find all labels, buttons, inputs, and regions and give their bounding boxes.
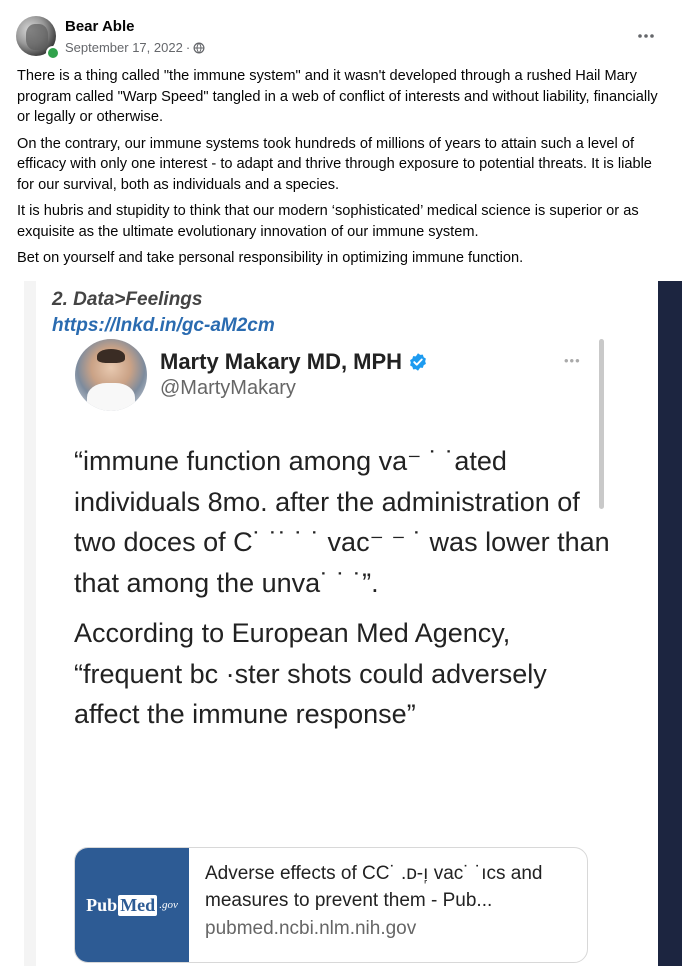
logo-pub: Pub <box>86 894 118 915</box>
tweet-more-icon: ••• <box>564 353 581 368</box>
tweet-avatar <box>75 339 147 411</box>
post-paragraph: It is hubris and stupidity to think that our modern ‘sophisticated’ medical science is superior or as exquisite as the ultimate evolutionary innovation of our immune system. <box>17 203 639 240</box>
post-image[interactable] <box>0 281 682 966</box>
image-margin <box>0 281 24 966</box>
post-header <box>16 14 666 58</box>
post-paragraph: Bet on yourself and take personal responsibility in optimizing immune function. <box>17 250 524 266</box>
avatar-coat <box>87 383 135 411</box>
image-link: https://lnkd.in/gc-aM2cm <box>52 315 275 336</box>
author-name[interactable]: Bear Able <box>65 18 135 35</box>
post-paragraph: On the contrary, our immune systems took hundreds of millions of years to attain such a level of efficacy with only one interest - to adapt and thrive through exposure to potential threats. It is liable for our survival, both as individuals and a species. <box>17 135 652 193</box>
avatar-image <box>26 24 48 50</box>
tweet-author-name: Marty Makary MD, MPH <box>160 349 403 374</box>
more-icon <box>638 34 654 38</box>
meta-separator: · <box>185 40 191 55</box>
link-card-title: Adverse effects of CC˙ .ᴅ-ı᷊ vac˙ ˙ıcs and measures to prevent them - Pub... <box>205 863 543 911</box>
post-text <box>17 66 667 275</box>
link-card-domain: pubmed.ncbi.nlm.nih.gov <box>205 918 417 939</box>
post-date[interactable]: September 17, 2022 <box>65 40 183 55</box>
post-paragraph: There is a thing called "the immune system" and it wasn't developed through a rushed Hail Mary program called "Warp Speed" tangled in a web of conflict of interests and without liability, financially or legally or otherwise. <box>17 68 658 125</box>
image-heading: 2. Data>Feelings <box>52 289 203 310</box>
verified-badge-icon <box>408 352 428 372</box>
tweet-author <box>160 349 428 375</box>
logo-gov: .gov <box>159 899 178 911</box>
screenshot-edge <box>626 281 658 966</box>
pubmed-link-card <box>74 847 588 963</box>
logo-med: Med <box>120 894 156 915</box>
tweet-body <box>74 441 614 745</box>
avatar-hair <box>97 349 125 363</box>
screenshot-dark-strip <box>658 281 682 966</box>
globe-icon[interactable] <box>193 42 205 54</box>
tweet-paragraph: “immune function among va⁻ ˙ ˙ated individuals 8mo. after the administration of two doces of C˙ ˙˙ ˙ ˙ vac⁻ ⁻ ˙ was lower than that among the unva˙ ˙ ˙”. <box>74 446 610 598</box>
more-options-button[interactable] <box>632 22 660 50</box>
tweet-handle: @MartyMakary <box>160 377 296 399</box>
post-meta <box>65 40 205 55</box>
tweet-paragraph: According to European Med Agency, “frequent bc ·ster shots could adversely affect the immune response” <box>74 618 547 729</box>
pubmed-logo <box>75 848 189 962</box>
online-status-icon <box>46 46 60 60</box>
